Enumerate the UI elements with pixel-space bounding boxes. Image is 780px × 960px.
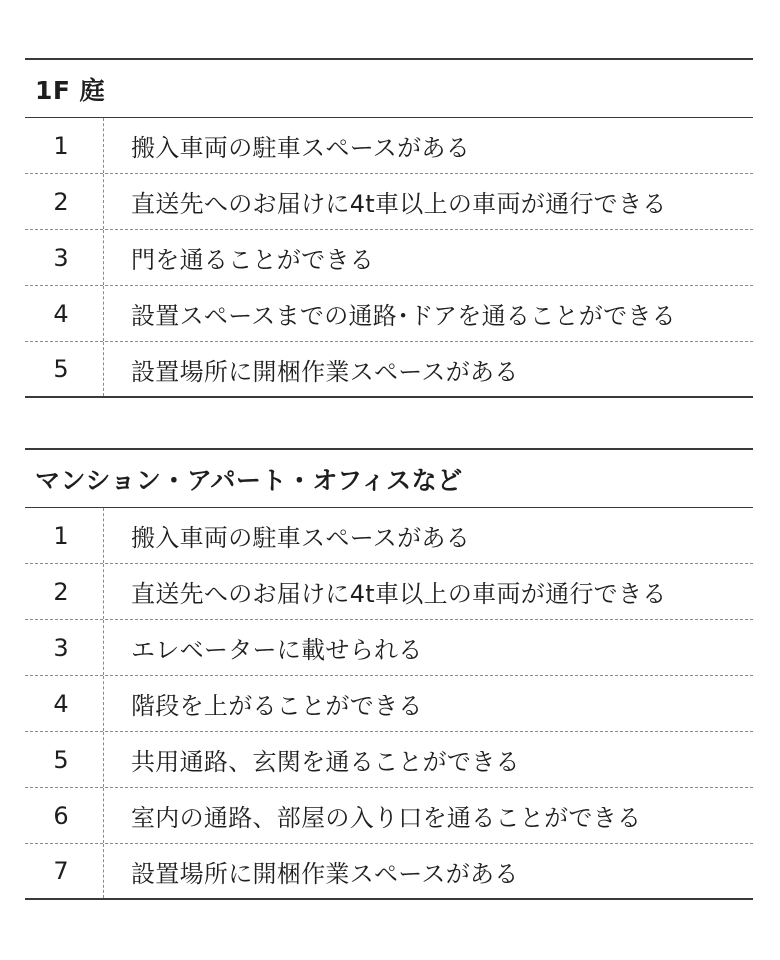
- section-1f-garden: [25, 58, 753, 398]
- row-text: 設置場所に開梱作業スペースがある: [131, 357, 519, 386]
- row-number: 2: [25, 174, 104, 229]
- row-number: 4: [25, 286, 104, 341]
- section-title: マンション・アパート・オフィスなど: [25, 448, 753, 508]
- table-row: [25, 174, 753, 230]
- row-number: 6: [25, 788, 104, 843]
- table-row: [25, 342, 753, 398]
- row-text: 直送先へのお届けに4t車以上の車両が通行できる: [131, 580, 667, 608]
- row-number: 1: [25, 118, 104, 173]
- row-number: 3: [25, 620, 104, 675]
- row-number: 2: [25, 564, 104, 619]
- row-number: 7: [25, 844, 104, 898]
- row-text: 設置場所に開梱作業スペースがある: [131, 859, 519, 888]
- table-row: [25, 564, 753, 620]
- row-text: 共用通路、玄関を通ることができる: [131, 748, 520, 776]
- row-text: 階段を上がることができる: [131, 692, 423, 720]
- table-row: [25, 508, 753, 564]
- table-row: [25, 788, 753, 844]
- row-number: 4: [25, 676, 104, 731]
- section-apartment-office: [25, 448, 753, 900]
- table-row: [25, 676, 753, 732]
- row-number: 3: [25, 230, 104, 285]
- table-row: [25, 844, 753, 900]
- row-text: 搬入車両の駐車スペースがある: [131, 134, 470, 162]
- section-title: 1F 庭: [25, 58, 753, 118]
- table-row: [25, 732, 753, 788]
- table-row: [25, 230, 753, 286]
- row-number: 5: [25, 342, 104, 396]
- row-number: 5: [25, 732, 104, 787]
- table-row: [25, 118, 753, 174]
- table-row: [25, 620, 753, 676]
- row-text: 搬入車両の駐車スペースがある: [131, 524, 470, 552]
- row-number: 1: [25, 508, 104, 563]
- table-row: [25, 286, 753, 342]
- row-text: エレベーターに載せられる: [131, 636, 423, 664]
- row-text: 門を通ることができる: [131, 246, 374, 274]
- row-text: 設置スペースまでの通路･ドアを通ることができる: [131, 302, 676, 330]
- row-text: 直送先へのお届けに4t車以上の車両が通行できる: [131, 190, 667, 218]
- row-text: 室内の通路、部屋の入り口を通ることができる: [131, 804, 642, 832]
